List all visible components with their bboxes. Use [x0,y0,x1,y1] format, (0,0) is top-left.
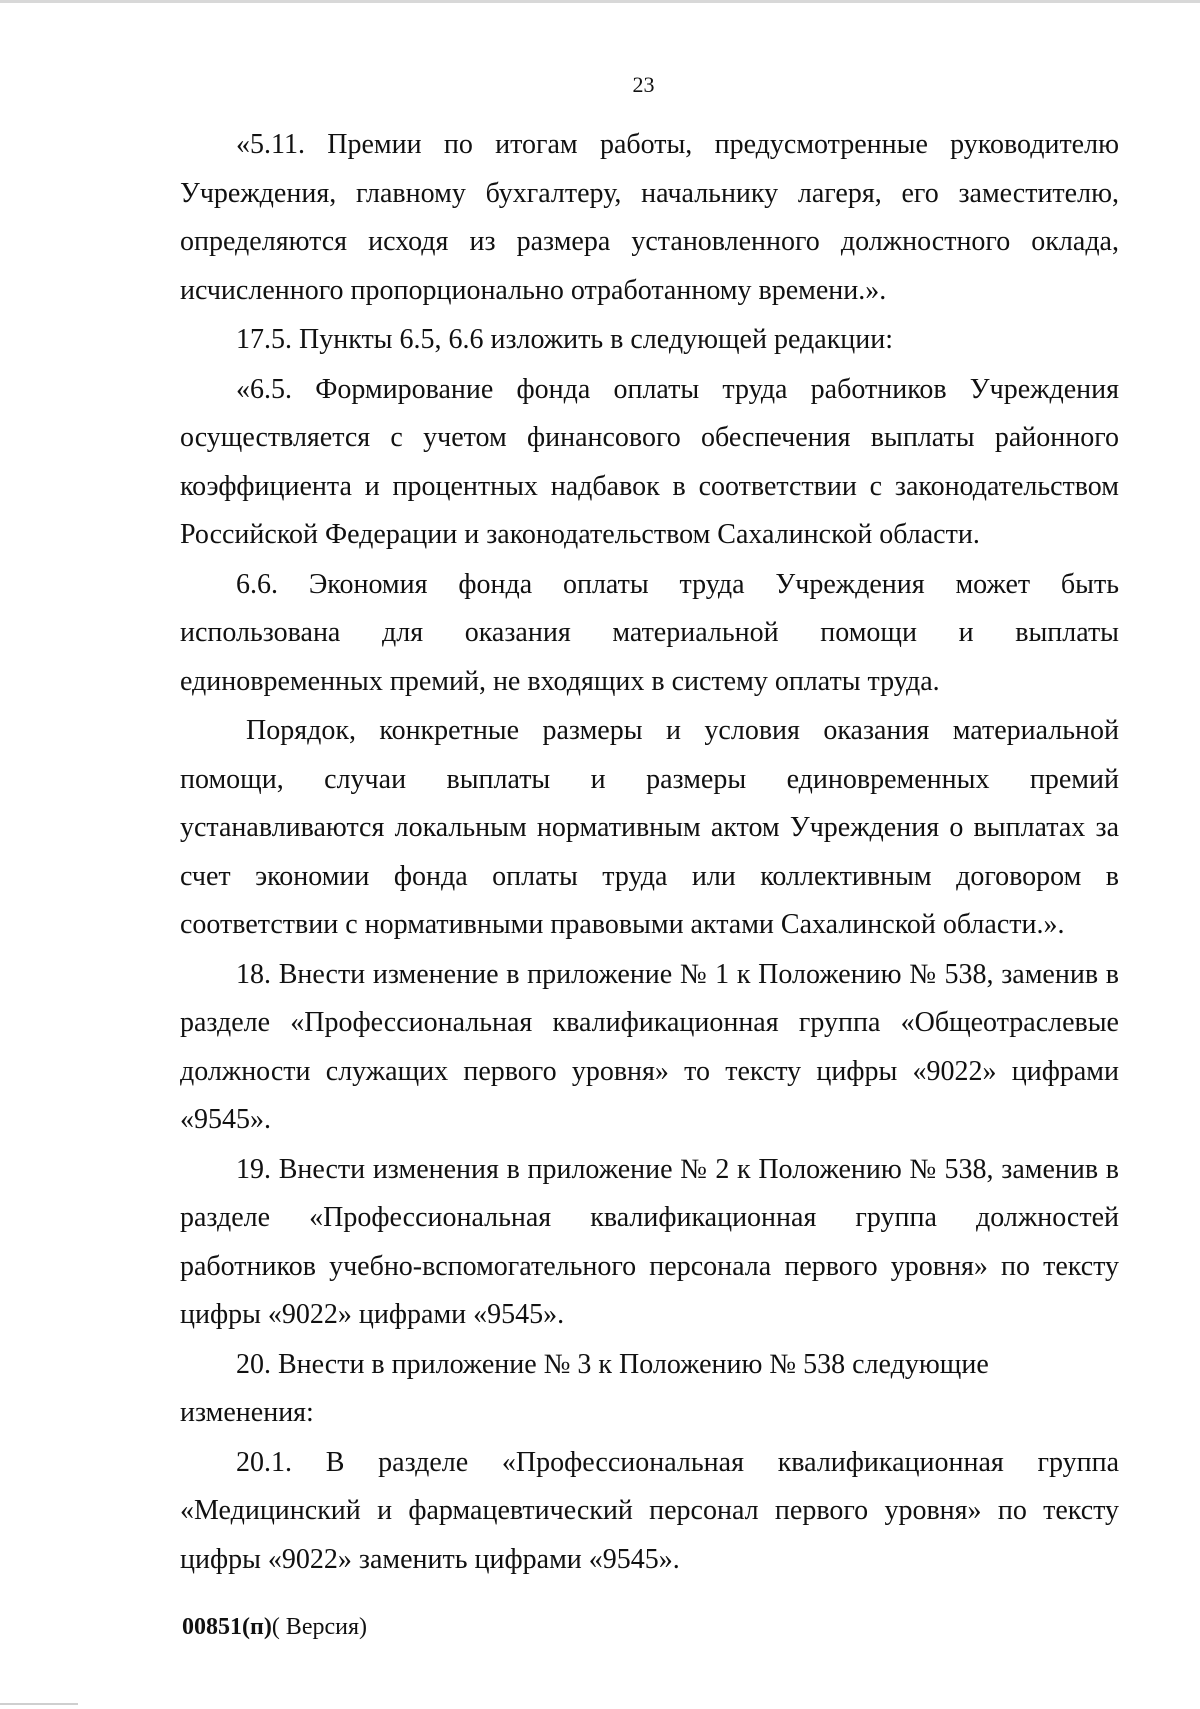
document-version: ( Версия) [271,1614,367,1640]
top-border [0,0,1200,3]
document-code-footer [182,1612,367,1642]
paragraph-17-5: 17.5. Пункты 6.5, 6.6 изложить в следующей редакции: [236,324,894,355]
paragraph-order: Порядок, конкретные размеры и условия оказания материальной помощи, случаи выплаты и размеры единовременных премий устанавливаются локальным нормативным актом Учреждения о выплатах за счет экономии фонда оплаты труда или коллективным договором в соответствии с нормативными правовыми актами Сахалинской области.». [180,715,1119,940]
paragraph-18: 18. Внести изменение в приложение № 1 к Положению № 538, заменив в разделе «Профессиональная квалификационная группа «Общеотраслевые должности служащих первого уровня» то тексту цифры «9022» цифрами «9545». [180,958,1119,1135]
page-number: 23 [632,72,655,97]
paragraph-6-6: 6.6. Экономия фонда оплаты труда Учреждения может быть использована для оказания материальной помощи и выплаты единовременных премий, не входящих в систему оплаты труда. [180,568,1119,697]
paragraph-20-1: 20.1. В разделе «Профессиональная квалификационная группа «Медицинский и фармацевтический персонал первого уровня» по тексту цифры «9022» заменить цифрами «9545». [180,1446,1119,1575]
paragraph-20: 20. Внести в приложение № 3 к Положению № 538 следующие изменения: [180,1348,989,1428]
document-body [180,121,1119,1585]
document-code: 00851(п) [182,1614,272,1640]
paragraph-19: 19. Внести изменения в приложение № 2 к Положению № 538, заменив в разделе «Профессиональная квалификационная группа должностей работников учебно-вспомогательного персонала первого уровня» по тексту цифры «9022» цифрами «9545». [180,1153,1119,1330]
bottom-border-fragment [0,1703,78,1705]
paragraph-5-11: «5.11. Премии по итогам работы, предусмотренные руководителю Учреждения, главному бухгалтеру, начальнику лагеря, его заместителю, определяются исходя из размера установленного должностного оклада, исчисленного пропорционально отработанному времени.». [180,129,1119,306]
paragraph-6-5: «6.5. Формирование фонда оплаты труда работников Учреждения осуществляется с учетом финансового обеспечения выплаты районного коэффициента и процентных надбавок в соответствии с законодательством Российской Федерации и законодательством Сахалинской области. [180,373,1119,550]
